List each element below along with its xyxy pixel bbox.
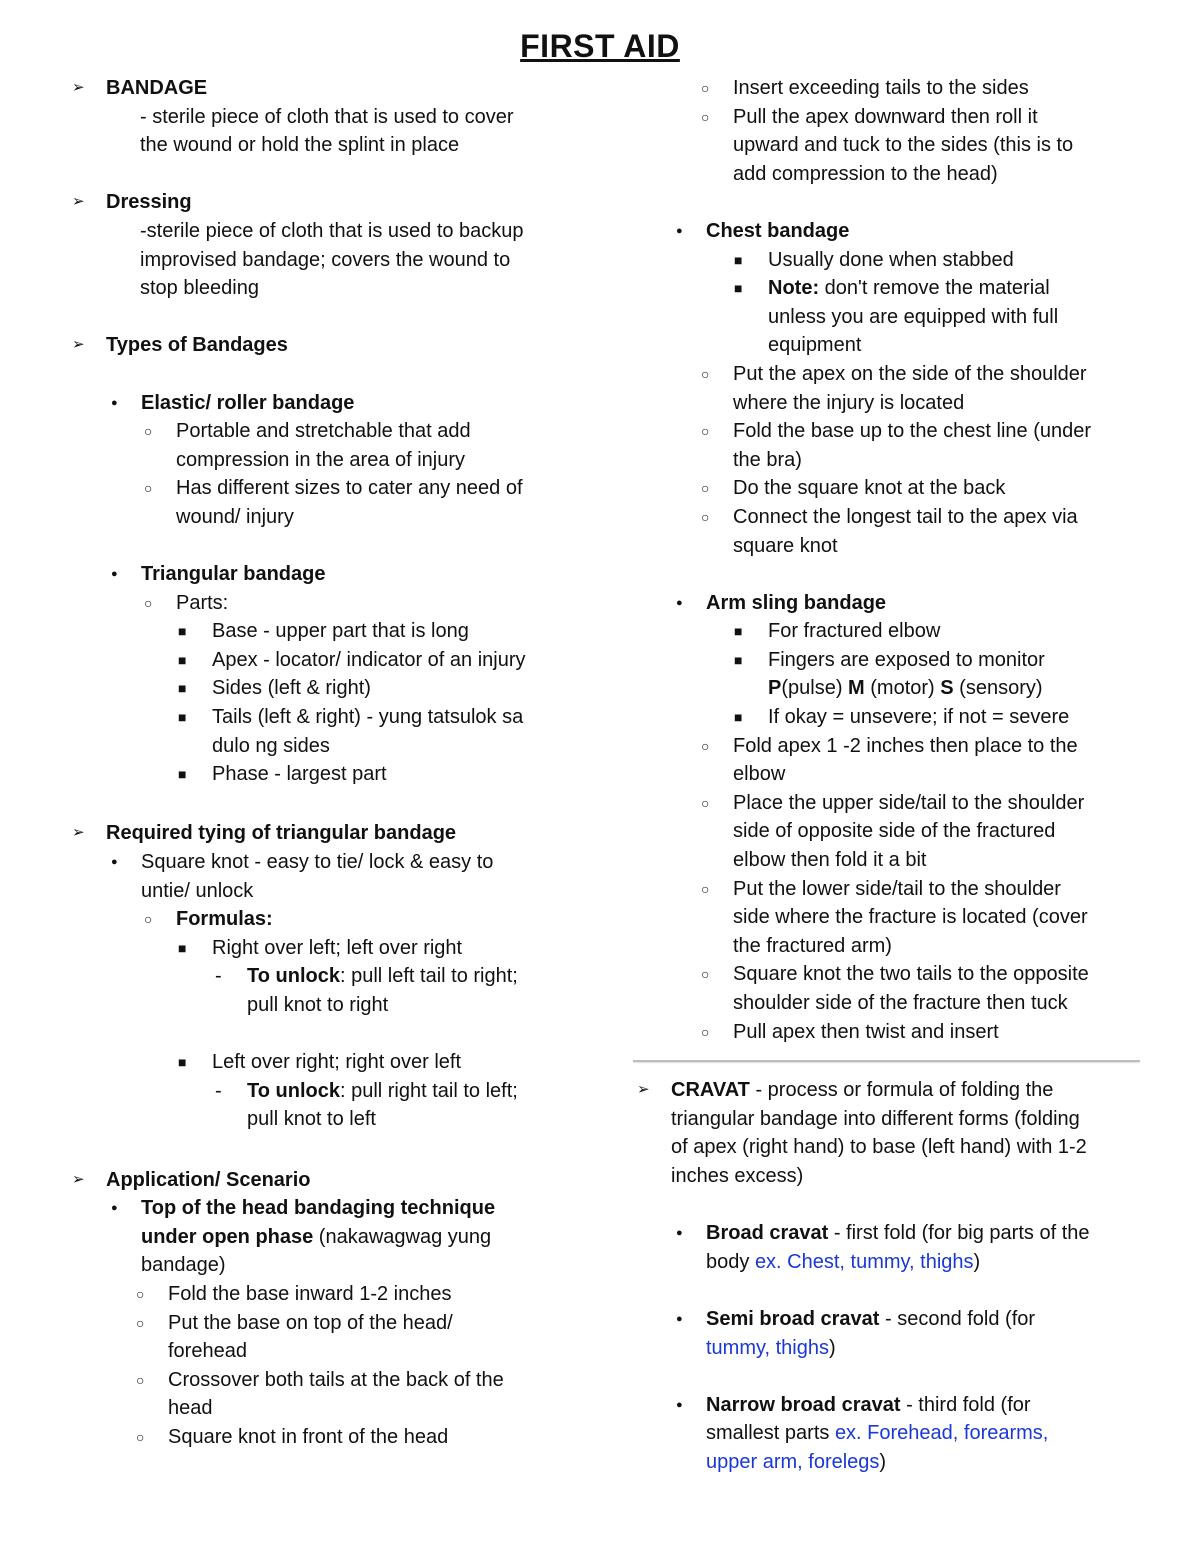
cravat-definition-line: of apex (right hand) to base (left hand) with 1-2 [671,1136,1087,1159]
list-item-continuation: pull knot to right [247,994,389,1016]
list-item: ○ Pull apex then twist and insert [733,1018,1135,1047]
list-item: ○ Has different sizes to cater any need of [176,474,590,503]
list-item-continuation: side where the fracture is located (cover [733,906,1088,929]
list-item: ○ Put the base on top of the head/ [168,1309,590,1338]
list-item: - To unlock: pull left tail to right; [247,962,590,991]
list-item-continuation: square knot [733,534,838,557]
chest-bandage-heading: ● Chest bandage [706,217,1135,246]
list-item: ■ Note: don't remove the material [768,274,1135,303]
list-item: ○ Fold the base inward 1-2 inches [168,1280,590,1309]
list-item: ○ Insert exceeding tails to the sides [733,74,1135,103]
dressing-definition-line: -sterile piece of cloth that is used to backup [140,219,524,242]
left-column [70,74,590,1452]
page-title: FIRST AID [520,28,680,64]
list-item-continuation: upward and tuck to the sides (this is to [733,134,1074,157]
list-item-continuation: side of opposite side of the fractured [733,820,1056,843]
list-item-continuation: the bra) [733,448,802,471]
arm-sling-heading: ● Arm sling bandage [706,589,1135,618]
list-item-continuation: body ex. Chest, tummy, thighs) [706,1250,981,1273]
list-item: ■ Left over right; right over left [212,1048,590,1077]
cravat-heading: CRAVAT [671,1079,750,1102]
list-item: ○ Fold apex 1 -2 inches then place to the [733,732,1135,761]
formulas-label: ○ Formulas: [176,905,590,934]
elastic-bandage-heading: ● Elastic/ roller bandage [141,389,590,418]
list-item: ○ Put the lower side/tail to the shoulder [733,875,1135,904]
cravat-definition-line: inches excess) [671,1164,804,1187]
list-item-continuation: upper arm, forelegs) [706,1450,887,1473]
list-item: ○ Square knot in front of the head [168,1423,590,1452]
list-item-continuation: add compression to the head) [733,162,998,185]
list-item: ■ Right over left; left over right [212,934,590,963]
list-item-continuation: smallest parts ex. Forehead, forearms, [706,1422,1049,1445]
narrow-broad-cravat-item: ● Narrow broad cravat - third fold (for [706,1391,1135,1420]
section-divider [633,1060,1140,1062]
list-item: ■ Base - upper part that is long [212,617,590,646]
note-label: Note: [768,277,820,300]
list-item-continuation: shoulder side of the fracture then tuck [733,992,1068,1014]
types-heading: ➢ Types of Bandages [106,331,590,360]
list-item-continuation: bandage) [141,1254,226,1277]
list-item-continuation: untie/ unlock [141,879,254,902]
list-item: ○ Crossover both tails at the back of the [168,1366,590,1395]
list-item: - To unlock: pull right tail to left; [247,1077,590,1106]
list-item-continuation: forehead [168,1340,247,1363]
list-item-continuation: compression in the area of injury [176,448,466,471]
list-item-continuation: where the injury is located [733,391,965,414]
list-item-continuation: elbow [733,763,786,786]
unlock-label: To unlock [247,965,340,988]
list-item: ■ For fractured elbow [768,617,1135,646]
dressing-definition-line: improvised bandage; covers the wound to [140,248,511,271]
list-item: ○ Put the apex on the side of the shoulder [733,360,1135,389]
list-item: ○ Connect the longest tail to the apex via [733,503,1135,532]
cravat-heading-line: ➢ CRAVAT - process or formula of folding the [671,1076,1135,1105]
list-item: ○ Fold the base up to the chest line (under [733,417,1135,446]
broad-cravat-item: ● Broad cravat - first fold (for big parts of the [706,1219,1135,1248]
right-column [635,74,1135,1477]
triangular-bandage-heading: ● Triangular bandage [141,560,590,589]
list-item: ○ Square knot the two tails to the opposite [733,960,1135,989]
tying-heading: ➢ Required tying of triangular bandage [106,819,590,848]
list-item-continuation: unless you are equipped with full [768,305,1059,328]
dressing-definition-line: stop bleeding [140,277,259,300]
list-item-continuation: pull knot to left [247,1108,376,1131]
list-item: ■ Fingers are exposed to monitor [768,646,1135,675]
list-item: ○ Do the square knot at the back [733,474,1135,503]
top-head-technique-heading: ● Top of the head bandaging technique [141,1194,590,1223]
list-item-continuation: equipment [768,334,862,357]
application-heading: ➢ Application/ Scenario [106,1166,590,1195]
parts-label: ○ Parts: [176,589,590,618]
unlock-label: To unlock [247,1079,340,1102]
list-item-continuation: under open phase (nakawagwag yung [141,1225,492,1248]
list-item-continuation: the fractured arm) [733,934,892,957]
list-item: ■ If okay = unsevere; if not = severe [768,703,1135,732]
list-item: ○ Portable and stretchable that add [176,417,590,446]
list-item-continuation: dulo ng sides [212,734,330,757]
pms-line: P(pulse) M (motor) S (sensory) [768,677,1043,700]
cravat-definition-line: triangular bandage into different forms (folding [671,1107,1080,1130]
list-item-continuation: head [168,1397,213,1420]
bandage-heading: ➢ BANDAGE [106,74,590,103]
list-item: ■ Tails (left & right) - yung tatsulok sa [212,703,590,732]
dressing-heading: ➢ Dressing [106,188,590,217]
list-item: ○ Place the upper side/tail to the shoulder [733,789,1135,818]
list-item-continuation: tummy, thighs) [706,1336,836,1359]
list-item: ○ Pull the apex downward then roll it [733,103,1135,132]
list-item: ■ Usually done when stabbed [768,246,1135,275]
list-item-continuation: wound/ injury [176,505,294,528]
list-item: ● Square knot - easy to tie/ lock & easy to [141,848,590,877]
bandage-definition-line: - sterile piece of cloth that is used to cover [140,105,514,128]
list-item: ■ Apex - locator/ indicator of an injury [212,646,590,675]
list-item: ■ Sides (left & right) [212,674,590,703]
list-item-continuation: elbow then fold it a bit [733,849,927,872]
semi-broad-cravat-item: ● Semi broad cravat - second fold (for [706,1305,1135,1334]
list-item: ■ Phase - largest part [212,760,590,789]
bandage-definition-line: the wound or hold the splint in place [140,134,460,157]
